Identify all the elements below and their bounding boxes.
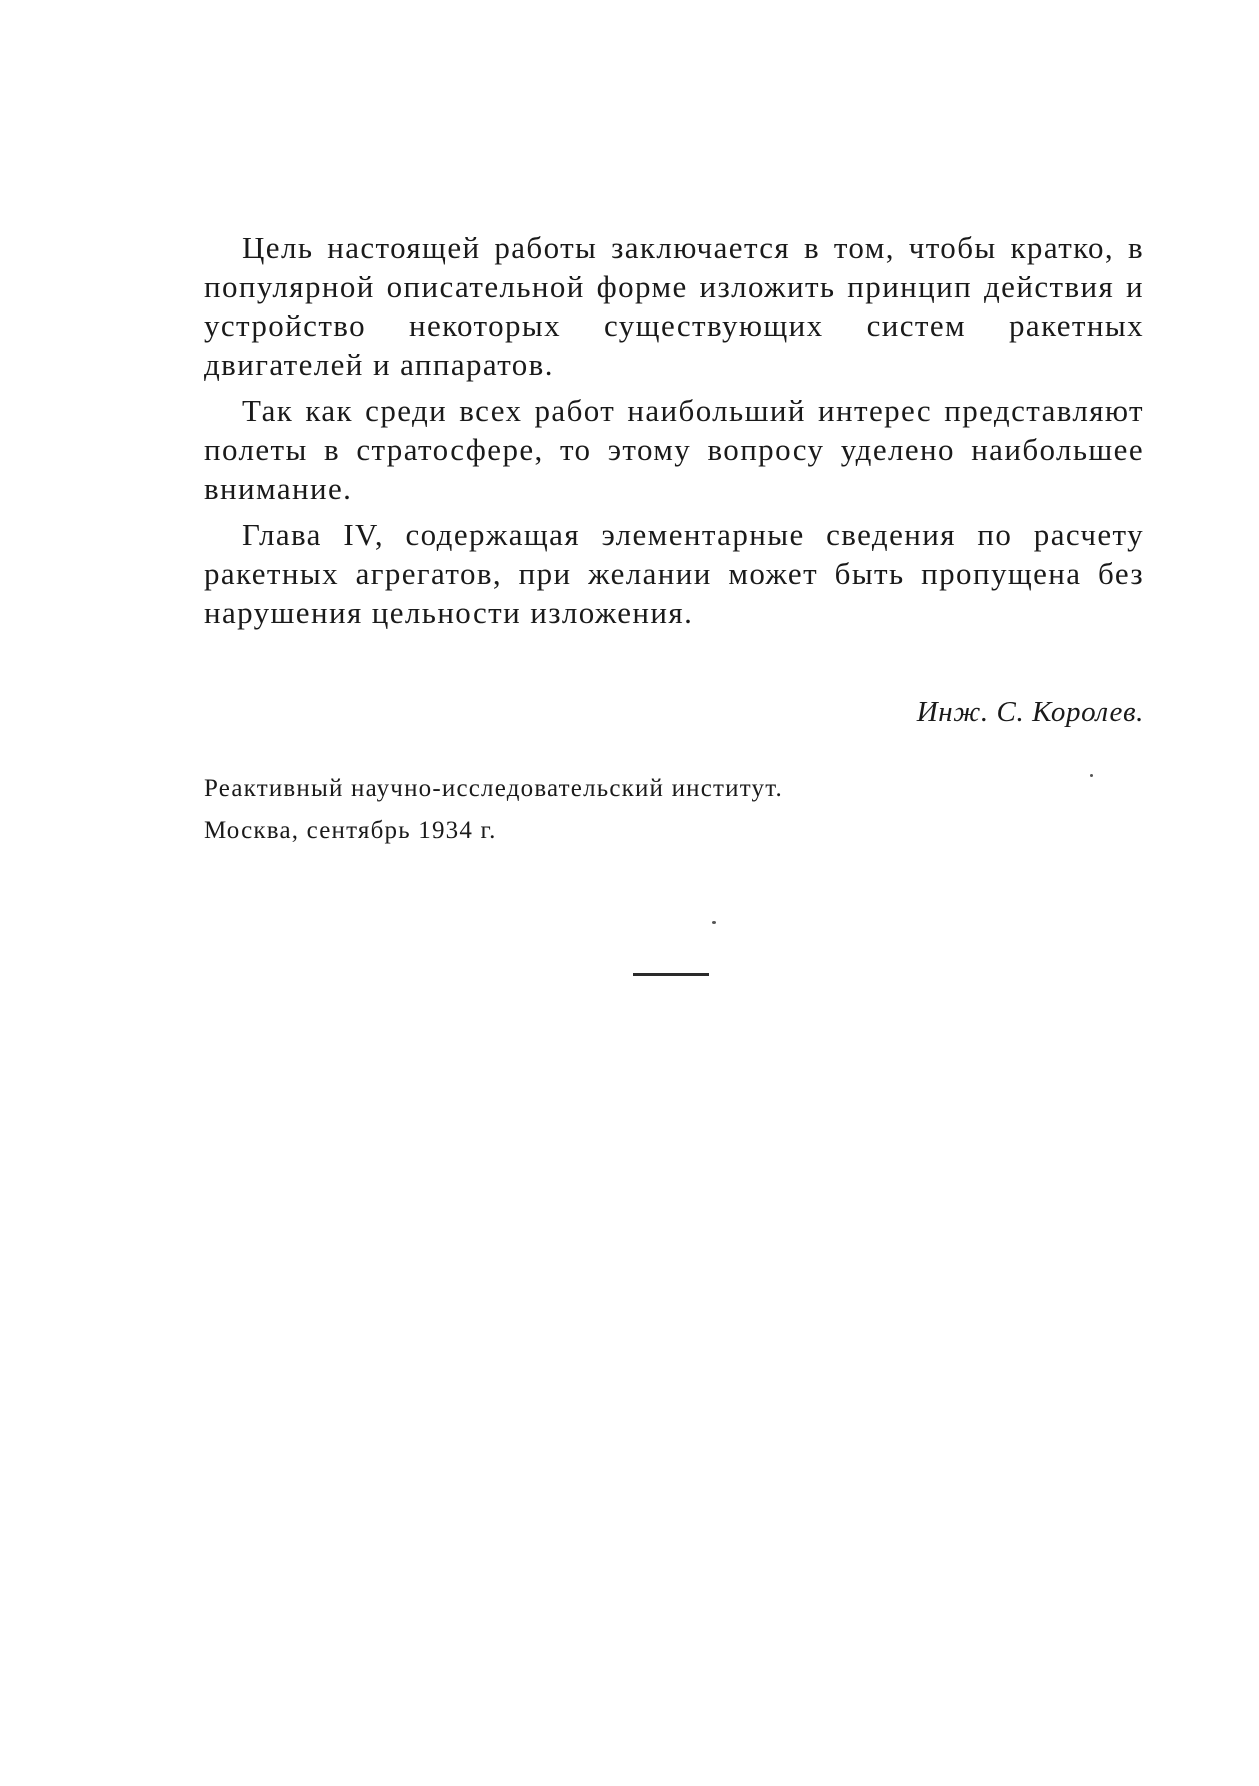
closing-rule: [633, 973, 709, 976]
print-speck: [712, 921, 716, 924]
preface-paragraph-1: Цель настоящей работы заключается в том, чтобы кратко, в популярной описательной форме изложить принцип действия и устройство некоторых существующих систем ракетных двигателей и аппаратов.: [204, 230, 1144, 382]
preface-paragraph-2: Так как среди всех работ наибольший интерес представляют полеты в стратосфере, то этому вопросу уделено наибольшее внимание.: [204, 393, 1144, 506]
imprint: [204, 768, 783, 852]
preface-body: [204, 228, 1144, 639]
imprint-place-date: Москва, сентябрь 1934 г.: [204, 817, 497, 844]
imprint-institute: Реактивный научно-исследовательский институт.: [204, 775, 783, 802]
preface-paragraph-3: Глава IV, содержащая элементарные сведения по расчету ракетных агрегатов, при желании может быть пропущена без нарушения цельности изложения.: [204, 517, 1144, 630]
print-speck: [1090, 774, 1093, 777]
author-signature: Инж. С. Королев.: [916, 696, 1144, 728]
